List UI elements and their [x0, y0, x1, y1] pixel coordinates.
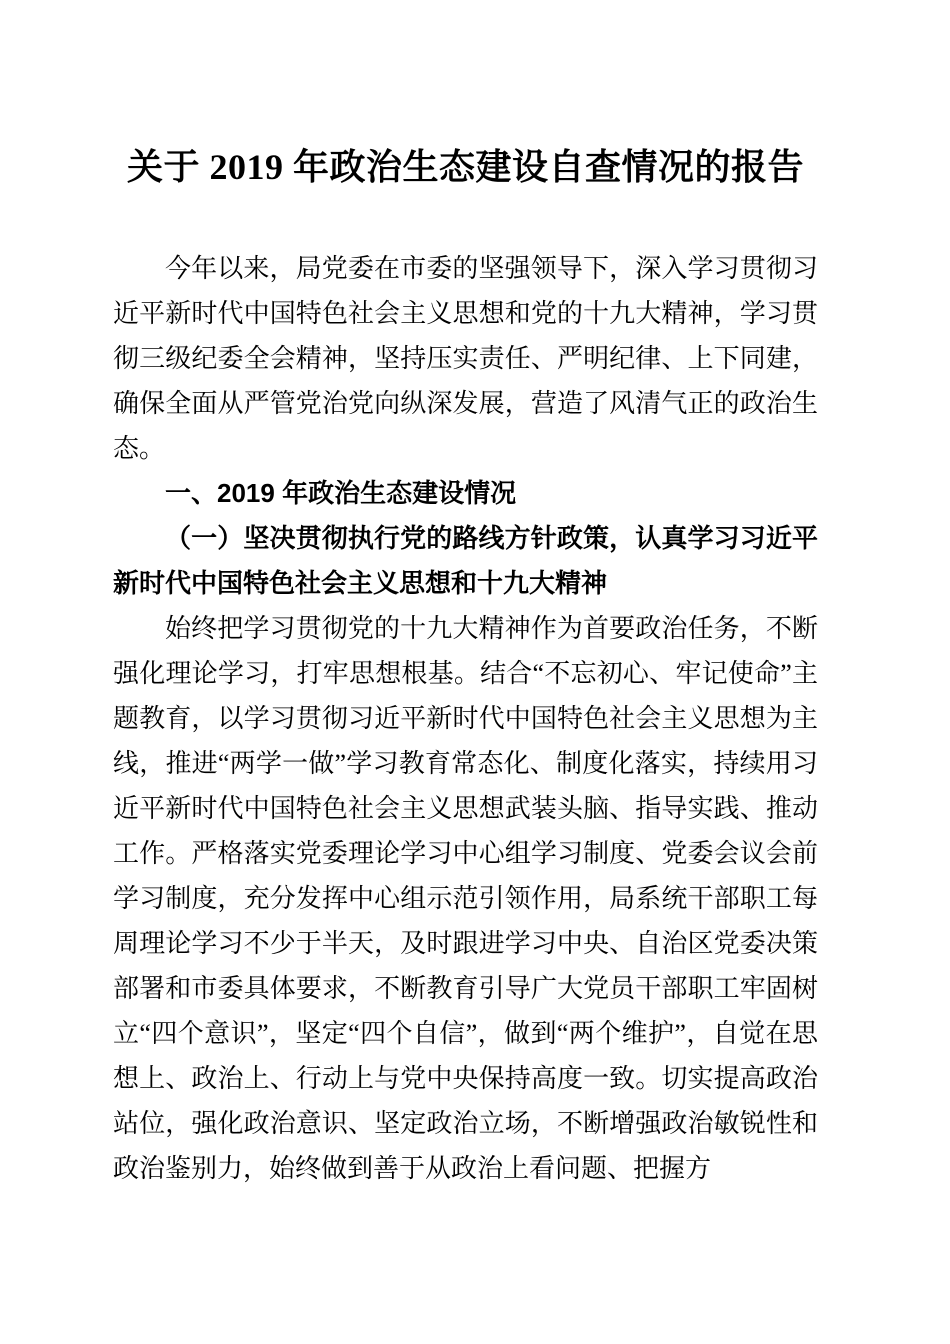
document-title: 关于 2019 年政治生态建设自查情况的报告: [126, 147, 804, 187]
section-1-1-subheading: （一）坚决贯彻执行党的路线方针政策，认真学习习近平新时代中国特色社会主义思想和十九大精神: [113, 524, 818, 598]
section-1-1-paragraph: 始终把学习贯彻党的十九大精神作为首要政治任务，不断强化理论学习，打牢思想根基。结合“不忘初心、牢记使命”主题教育，以学习贯彻习近平新时代中国特色社会主义思想为主线，推进“两学一做”学习教育常态化、制度化落实，持续用习近平新时代中国特色社会主义思想武装头脑、指导实践、推动工作。严格落实党委理论学习中心组学习制度、党委会议会前学习制度，充分发挥中心组示范引领作用，局系统干部职工每周理论学习不少于半天，及时跟进学习中央、自治区党委决策部署和市委具体要求，不断教育引导广大党员干部职工牢固树立“四个意识”，坚定“四个自信”，做到“两个维护”，自觉在思想上、政治上、行动上与党中央保持高度一致。切实提高政治站位，强化政治意识、坚定政治立场，不断增强政治敏锐性和政治鉴别力，始终做到善于从政治上看问题、把握方: [113, 614, 818, 1183]
document-body: [113, 246, 818, 1191]
intro-paragraph: 今年以来，局党委在市委的坚强领导下，深入学习贯彻习近平新时代中国特色社会主义思想和党的十九大精神，学习贯彻三级纪委全会精神，坚持压实责任、严明纪律、上下同建，确保全面从严管党治党向纵深发展，营造了风清气正的政治生态。: [113, 254, 818, 463]
section-1-heading: 一、2019 年政治生态建设情况: [165, 478, 517, 508]
